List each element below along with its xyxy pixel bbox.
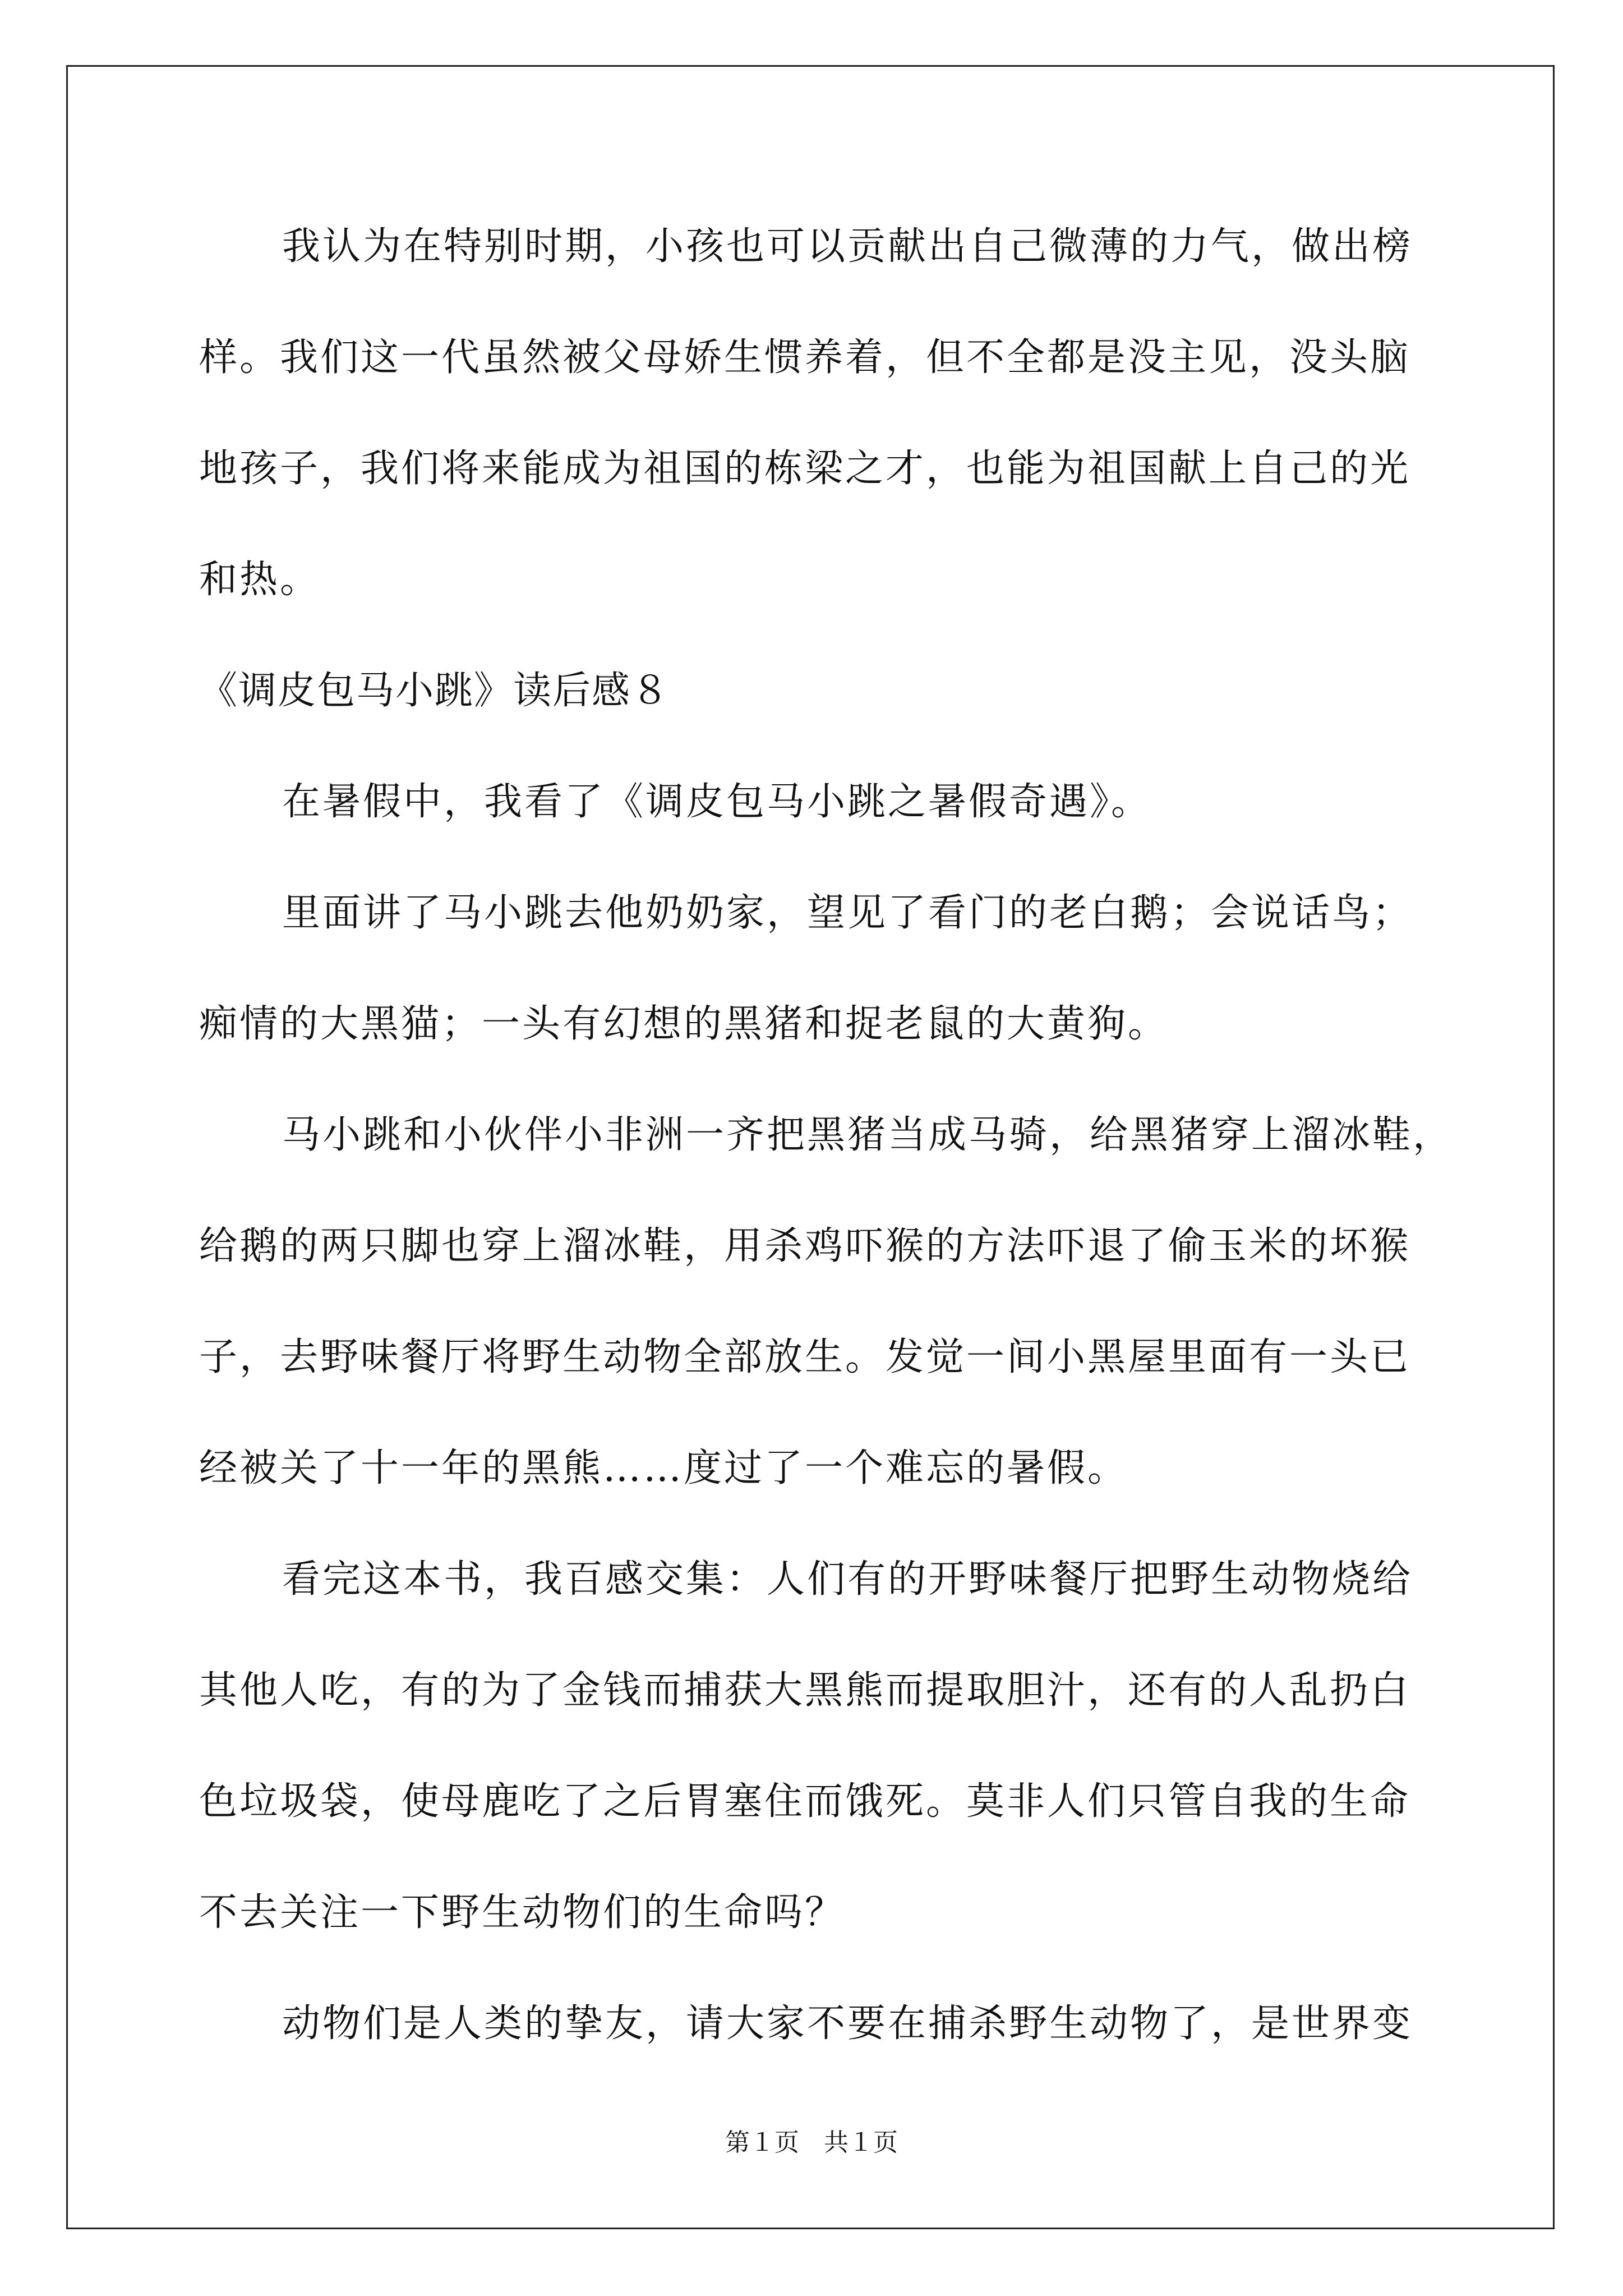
text-line-15: 色垃圾袋，使母鹿吃了之后胃塞住而饿死。莫非人们只管自我的生命 — [199, 1779, 1411, 1824]
text-line-2: 样。我们这一代虽然被父母娇生惯养着，但不全都是没主见，没头脑 — [199, 335, 1411, 380]
text-line-14: 其他人吃，有的为了金钱而捕获大黑熊而提取胆汁，还有的人乱扔白 — [199, 1668, 1411, 1713]
text-line-7: 里面讲了马小跳去他奶奶家，望见了看门的老白鹅；会说话鸟； — [282, 891, 1413, 935]
text-line-10: 给鹅的两只脚也穿上溜冰鞋，用杀鸡吓猴的方法吓退了偷玉米的坏猴 — [199, 1224, 1411, 1268]
text-line-8: 痴情的大黑猫；一头有幻想的黑猪和捉老鼠的大黄狗。 — [199, 1002, 1169, 1046]
text-line-17: 动物们是人类的挚友，请大家不要在捕杀野生动物了，是世界变 — [282, 2001, 1413, 2046]
text-line-13: 看完这本书，我百感交集：人们有的开野味餐厅把野生动物烧给 — [282, 1557, 1413, 1602]
text-line-12: 经被关了十一年的黑熊……度过了一个难忘的暑假。 — [199, 1446, 1128, 1490]
text-line-4: 和热。 — [199, 558, 321, 602]
text-line-1: 我认为在特别时期，小孩也可以贡献出自己微薄的力气，做出榜 — [282, 224, 1413, 269]
text-line-3: 地孩子，我们将来能成为祖国的栋梁之才，也能为祖国献上自己的光 — [199, 447, 1411, 491]
page-footer: 第１页 共１页 — [725, 2128, 898, 2157]
section-heading: 《调皮包马小跳》读后感８ — [199, 669, 671, 713]
text-line-16: 不去关注一下野生动物们的生命吗？ — [199, 1890, 846, 1935]
text-line-6: 在暑假中，我看了《调皮包马小跳之暑假奇遇》。 — [282, 780, 1152, 824]
text-line-11: 子，去野味餐厅将野生动物全部放生。发觉一间小黑屋里面有一头已 — [199, 1335, 1411, 1379]
text-line-9: 马小跳和小伙伴小非洲一齐把黑猪当成马骑，给黑猪穿上溜冰鞋， — [282, 1113, 1454, 1157]
